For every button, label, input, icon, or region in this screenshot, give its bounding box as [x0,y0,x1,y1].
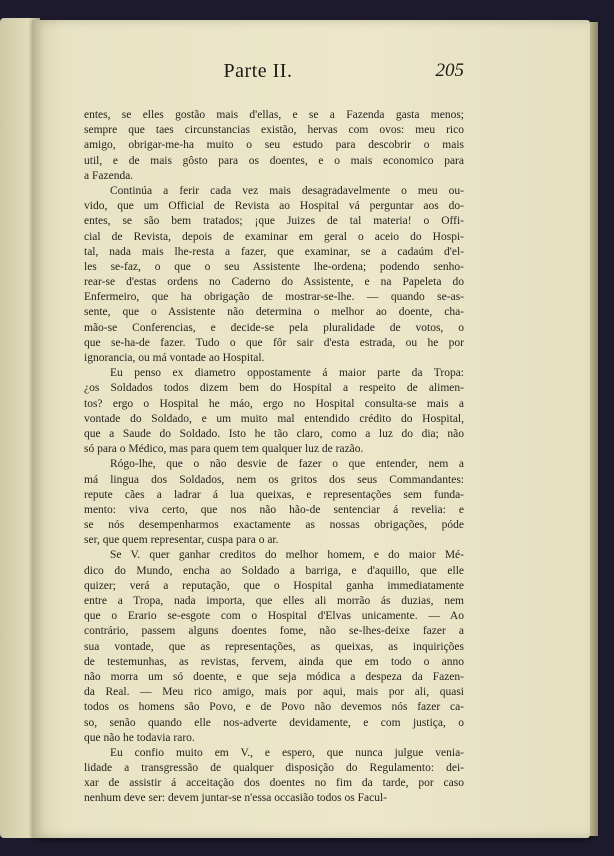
text-line: Se V. quer ganhar creditos do melhor homem, e do maior Mé- [110,549,464,562]
text-line: cial de Revista, depois de examinar em geral o aceio do Hospi- [84,230,464,243]
text-line: les se-faz, o que o seu Assistente lhe-ordena; podendo senho- [84,260,464,273]
text-line: da Real. — Meu rico amigo, mais por aqui, mais por ali, quasi [84,686,464,699]
text-line: vontade do Soldado, e um muito mal entendido crédito do Hospital, [84,412,464,425]
text-line: que não he todavia raro. [84,731,195,744]
running-title: Parte II. [223,60,293,82]
text-line: util, e de mais gôsto para os doentes, e o mais economico para [84,154,464,167]
text-line: rear-se d'estas ordens no Caderno do Assistente, e na Papeleta do [84,276,464,289]
text-line: só para o Médico, mas para quem tem qualquer luz de razão. [84,443,364,456]
text-line: amigo, obrigar-me-ha muito o seu estudo para descobrir o mais [84,139,464,152]
paragraph [84,457,464,548]
text-line: Continúa a ferir cada vez mais desagradavelmente o meu ou- [110,184,464,197]
text-line: dico do Mundo, encha ao Soldado a barriga, e d'aquillo, que elle [84,564,464,577]
text-line: entes, se são bem tratados; ¡que Juizes de tal materia! o Offi- [84,215,464,228]
text-line: Eu penso ex diametro oppostamente á maior parte da Tropa: [110,367,464,380]
paragraph [84,366,464,457]
page-edges [590,22,598,836]
text-line: contrário, passem alguns doentes fome, não se-lhes-deixe fazer a [84,625,464,638]
text-line: ignorancia, ou má vontade ao Hospital. [84,352,265,364]
text-line: que o Erario se-esgote com o Hospital d'Elvas unicamente. — Ao [84,610,464,623]
text-line: so, senão quando elle nos-adverte devidamente, e com justiça, o [84,716,464,729]
body-text [84,108,464,807]
text-line: Rógo-lhe, que o não desvie de fazer o que entender, nem a [110,458,464,471]
text-line: mento: viva certo, que nos não hão-de sentenciar á revelia: e [84,503,464,516]
text-line: entre a Tropa, nada importa, que elles ali morrão ás duzias, nem [84,595,464,607]
text-line: tal, nada mais lhe-resta a fazer, que examinar, se a cadaúm d'el- [84,245,464,258]
text-line: Enfermeiro, que ha obrigação de mostrar-se-lhe. — quando se-as- [84,291,464,304]
text-line: lidade a transgressão de qualquer disposição do Regulamento: dei- [84,762,464,775]
text-line: entes, se elles gostão mais d'ellas, e se a Fazenda gasta menos; [84,109,464,121]
text-line: de testemunhas, as revistas, fervem, ainda que em todo o anno [84,655,464,668]
paragraph [84,746,464,807]
text-line: que se-ha-de fazer. Tudo o que fôr sair d'esta estrada, ou he por [84,336,464,349]
running-head [52,60,464,94]
text-line: ¿os Soldados todos dizem bem do Hospital a respeito de alimen- [84,382,464,395]
text-line: Eu confio muito em V., e espero, que nunca julgue venia- [110,746,464,759]
text-line: se nós desempenharmos exactamente as nossas obrigações, póde [84,519,464,532]
text-line: sente, que o Assistente não determina o melhor ao doente, cha- [84,306,464,319]
text-line: sua vontade, que as representações, as queixas, as inquirições [84,640,464,653]
paragraph [84,548,464,745]
text-line: vido, que um Official de Revista ao Hospital vá perguntar aos do- [84,200,464,213]
text-line: tos? ergo o Hospital he máo, ergo no Hospital consulta-se mais a [84,397,464,410]
text-line: quizer; verá a reputação, que o Hospital ganha immediatamente [84,579,464,592]
text-line: a Fazenda. [84,169,134,182]
text-line: nenhum deve ser: devem juntar-se n'essa occasião todos os Facul- [84,792,387,805]
text-line: ser, que quem representar, cuspa para o ar. [84,534,279,547]
text-line: todos os homens são Povo, e de Povo não devemos nós fazer ca- [84,701,464,714]
text-line: mão-se Conferencias, e decide-se pela pluralidade de votos, o [84,321,464,334]
text-line: que a Saude do Soldado. Isto he tão claro, como a luz do dia; não [84,427,464,440]
text-line: repute cães a ladrar á lua queixas, e representações sem funda- [84,488,464,501]
text-line: xar de assistir á acceitação dos doentes no fim da tarde, por caso [84,777,464,790]
text-line: não morra um só doente, e que seja módica a despeza da Fazen- [84,670,464,683]
paragraph [84,184,464,366]
paragraph [84,108,464,184]
page-number: 205 [435,60,464,81]
text-line: má lingua dos Soldados, nem os gritos dos seus Commandantes: [84,473,464,486]
text-line: sempre que taes circunstancias existão, hervas com ovos: meu rico [84,124,464,137]
